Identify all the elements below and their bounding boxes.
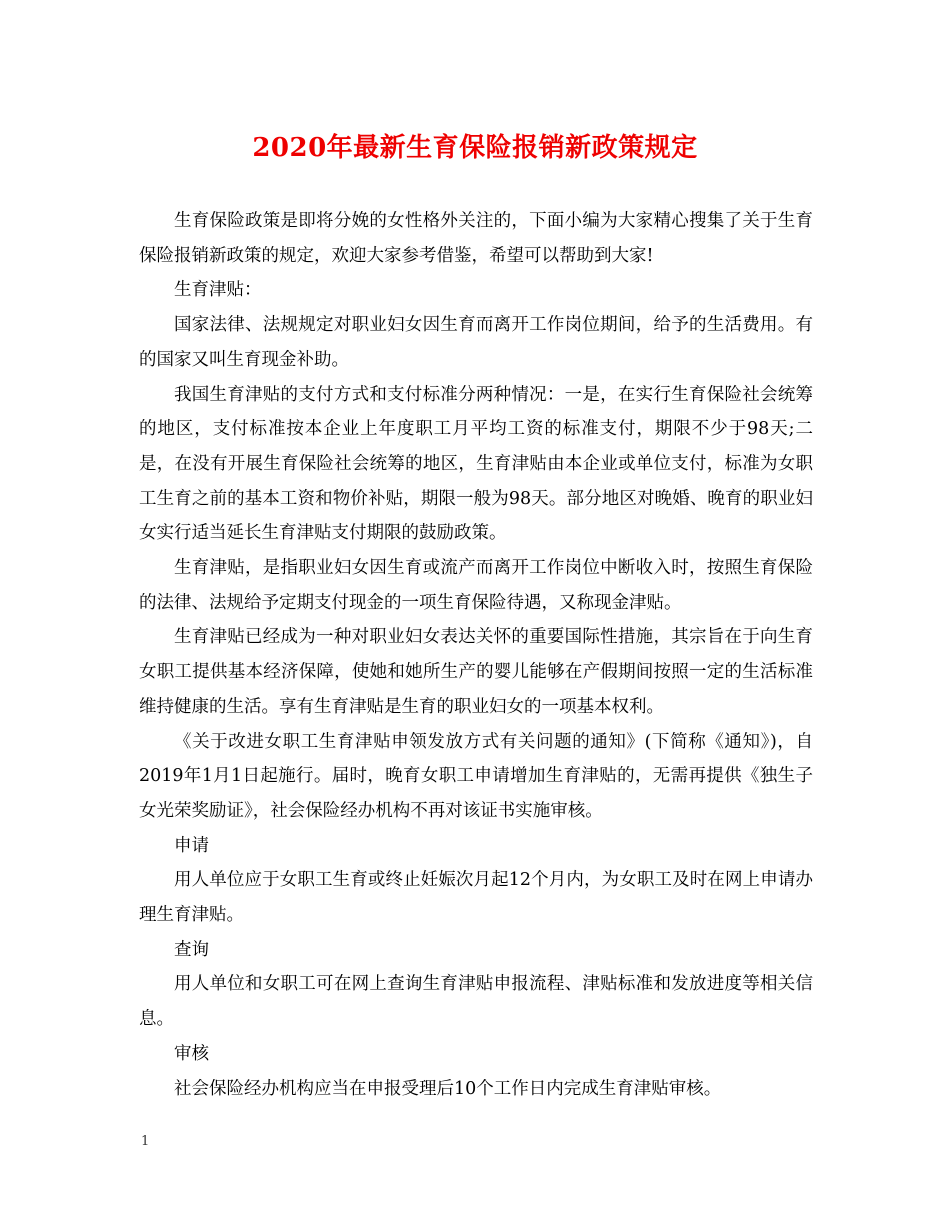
paragraph-international-measure: 生育津贴已经成为一种对职业妇女表达关怀的重要国际性措施，其宗旨在于向生育女职工提供基本经济保障，使她和她所生产的婴儿能够在产假期间按照一定的生活标准维持健康的生活。享有生育津贴是生育的职业妇女的一项基本权利。: [139, 627, 813, 717]
document-body: [139, 204, 813, 1106]
section-heading-apply: 申请: [174, 835, 209, 856]
paragraph-definition: 国家法律、法规规定对职业妇女因生育而离开工作岗位期间，给予的生活费用。有的国家又叫生育现金补助。: [139, 315, 813, 370]
paragraph-payment-methods: 我国生育津贴的支付方式和支付标准分两种情况：一是，在实行生育保险社会统筹的地区，支付标准按本企业上年度职工月平均工资的标准支付，期限不少于98天;二是，在没有开展生育保险社会统筹的地区，生育津贴由本企业或单位支付，标准为女职工生育之前的基本工资和物价补贴，期限一般为98天。部分地区对晚婚、晚育的职业妇女实行适当延长生育津贴支付期限的鼓励政策。: [139, 384, 813, 544]
paragraph-allowance-meaning: 生育津贴，是指职业妇女因生育或流产而离开工作岗位中断收入时，按照生育保险的法律、法规给予定期支付现金的一项生育保险待遇，又称现金津贴。: [139, 558, 813, 613]
paragraph-heading-allowance: 生育津贴：: [174, 280, 262, 301]
paragraph-apply: 用人单位应于女职工生育或终止妊娠次月起12个月内，为女职工及时在网上申请办理生育津贴。: [139, 870, 813, 926]
paragraph-intro: 生育保险政策是即将分娩的女性格外关注的，下面小编为大家精心搜集了关于生育保险报销新政策的规定，欢迎大家参考借鉴，希望可以帮助到大家!: [139, 211, 813, 266]
paragraph-review: 社会保险经办机构应当在申报受理后10个工作日内完成生育津贴审核。: [174, 1078, 722, 1099]
section-heading-review: 审核: [174, 1043, 209, 1064]
paragraph-query: 用人单位和女职工可在网上查询生育津贴申报流程、津贴标准和发放进度等相关信息。: [139, 974, 813, 1030]
page-number: 1: [141, 1134, 150, 1149]
section-heading-query: 查询: [174, 939, 209, 960]
paragraph-notice: 《关于改进女职工生育津贴申领发放方式有关问题的通知》(下简称《通知》)，自2019年1月1日起施行。届时，晚育女职工申请增加生育津贴的，无需再提供《独生子女光荣奖励证》，社会保险经办机构不再对该证书实施审核。: [139, 731, 813, 821]
document-title: 2020年最新生育保险报销新政策规定: [252, 133, 698, 163]
